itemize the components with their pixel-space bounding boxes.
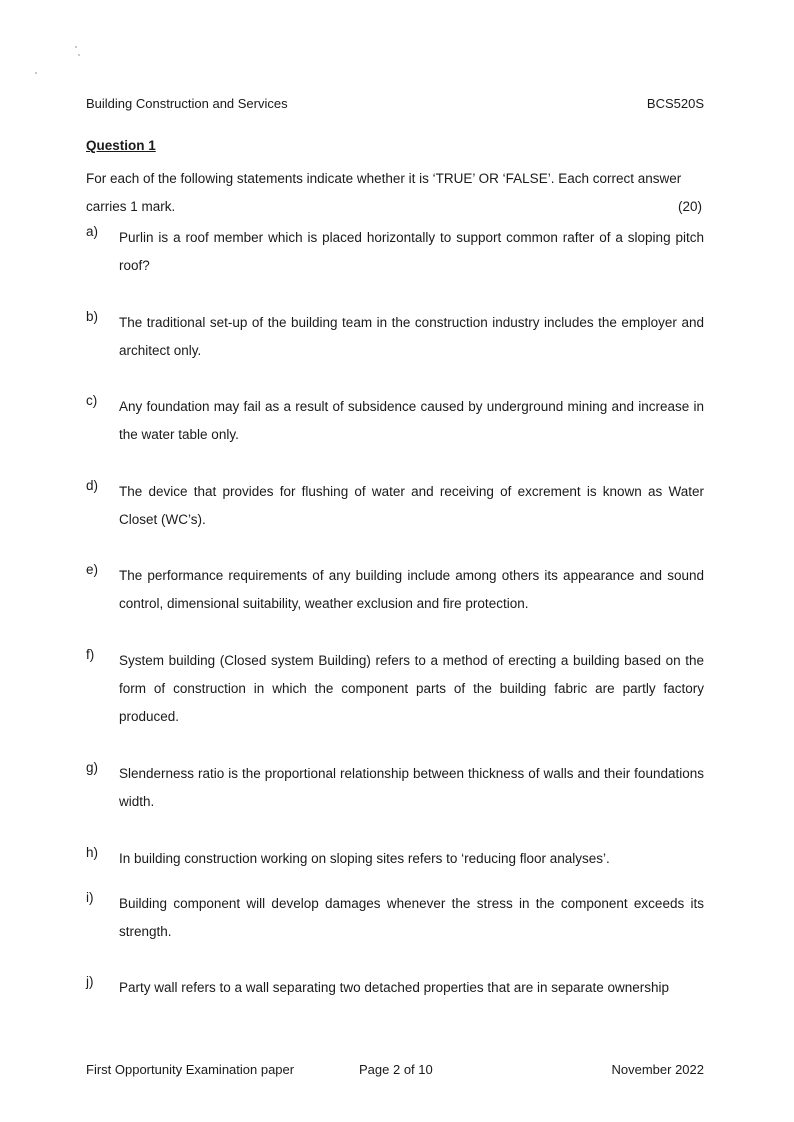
course-title: Building Construction and Services [86,96,288,111]
statement-label: a) [86,224,99,239]
question-instructions: For each of the following statements indicate whether it is ‘TRUE’ OR ‘FALSE’. Each correct answer [86,171,682,186]
instructions-text: carries 1 mark. [86,199,176,214]
statement-text: Building component will develop damages whenever the stress in the component exceeds its strength. [119,896,704,939]
statement-label: d) [86,478,99,493]
exam-name: First Opportunity Examination paper [86,1062,295,1077]
question-instructions-continued [86,199,704,214]
statement-text: The device that provides for flushing of water and receiving of excrement is known as Water Closet (WC’s). [119,484,704,527]
statement-text: Slenderness ratio is the proportional relationship between thickness of walls and their foundations width. [119,766,704,809]
page-header [86,96,704,114]
course-code: BCS520S [646,96,704,111]
statement-label: j) [86,974,94,989]
statement-label: h) [86,845,99,860]
scan-speck [78,54,80,56]
scan-speck [75,46,77,48]
statement-label: f) [86,647,95,662]
exam-date: November 2022 [611,1062,704,1077]
statement-text: The performance requirements of any building include among others its appearance and sound control, dimensional suitability, weather exclusion and fire protection. [119,568,704,611]
question-title: Question 1 [86,138,156,153]
statement-label: i) [86,890,94,905]
question-marks: (20) [677,199,702,214]
statement-text: Party wall refers to a wall separating two detached properties that are in separate ownership [119,980,670,995]
statement-label: g) [86,760,99,775]
statement-label: e) [86,562,99,577]
scan-speck [35,72,37,74]
statement-text: Purlin is a roof member which is placed horizontally to support common rafter of a sloping pitch roof? [119,230,704,273]
page-number: Page 2 of 10 [359,1062,433,1077]
statement-label: c) [86,393,98,408]
statement-text: In building construction working on sloping sites refers to ‘reducing floor analyses’. [119,851,610,866]
statement-label: b) [86,309,99,324]
statement-text: Any foundation may fail as a result of subsidence caused by underground mining and increase in the water table only. [119,399,704,442]
statement-text: The traditional set-up of the building team in the construction industry includes the employer and architect only. [119,315,704,358]
statement-text: System building (Closed system Building) refers to a method of erecting a building based on the form of construction in which the component parts of the building fabric are partly factory produced. [119,653,704,724]
